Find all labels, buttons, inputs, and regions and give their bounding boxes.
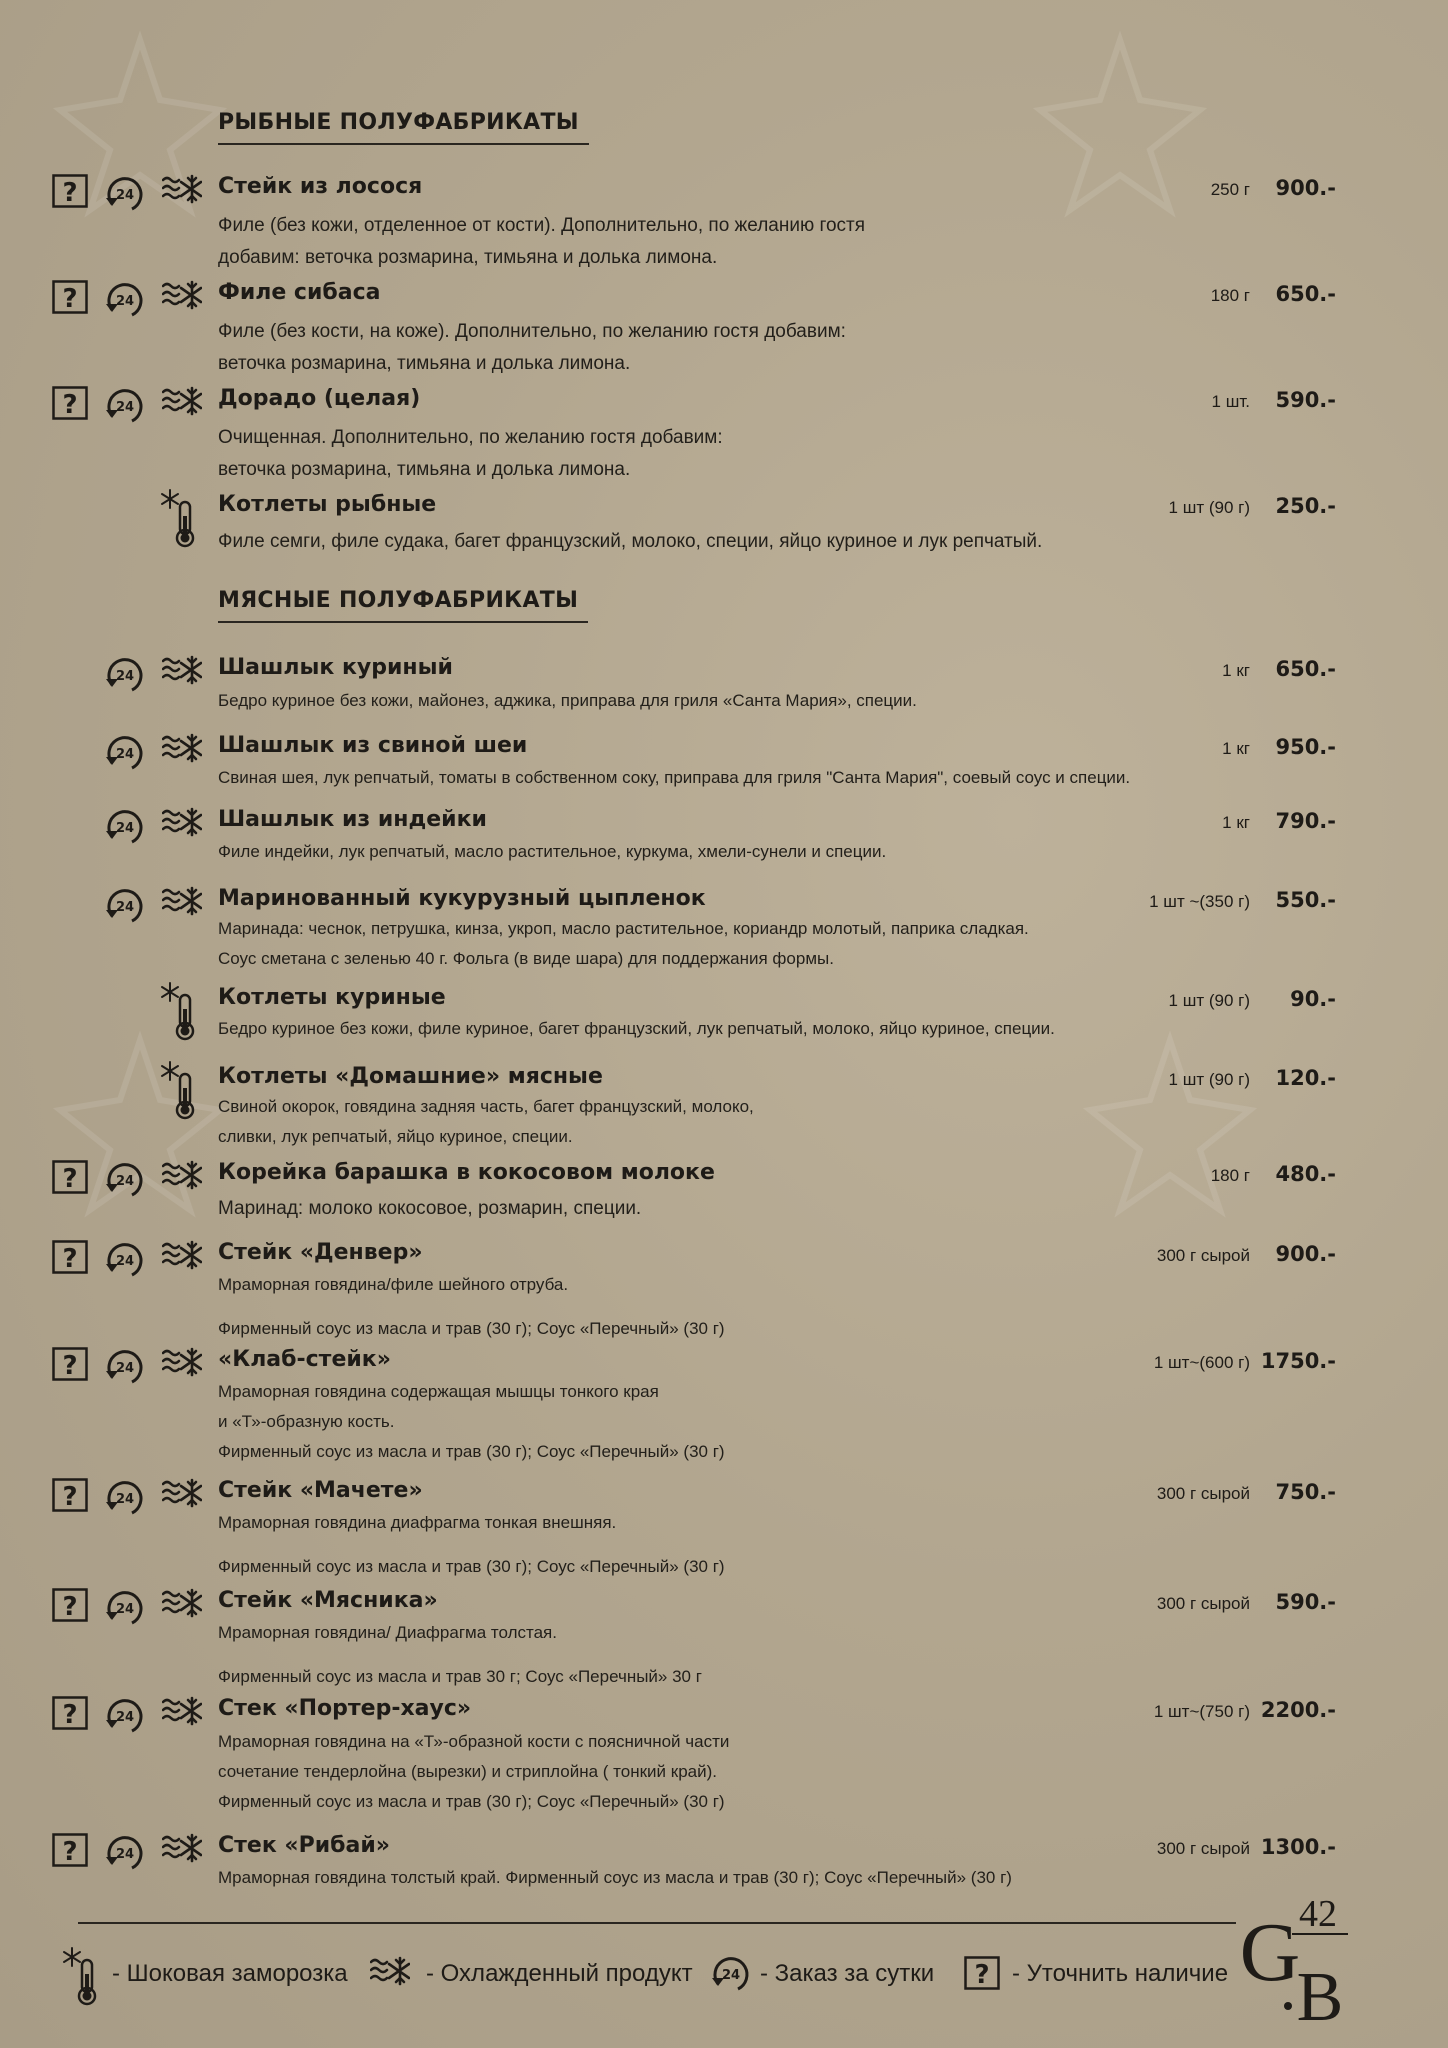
order-24h-icon <box>104 386 146 426</box>
item-weight: 1 шт (90 г) <box>1168 991 1250 1010</box>
order-24h-icon <box>104 886 146 926</box>
svg-text:?: ? <box>62 178 78 208</box>
chilled-icon <box>162 807 202 837</box>
item-description: Мраморная говядина толстый край. Фирменный соус из масла и трав (30 г); Соус «Перечный» (30 г) <box>218 1868 1012 1887</box>
item-price: 480.- <box>1275 1162 1336 1186</box>
menu-item <box>0 1240 1448 1338</box>
shock-freeze-icon <box>160 1060 200 1122</box>
order-24h-icon <box>104 807 146 847</box>
question-icon <box>52 1240 88 1274</box>
item-name: Филе сибаса <box>218 280 381 305</box>
chilled-icon <box>370 1956 410 1986</box>
svg-text:?: ? <box>62 1482 78 1512</box>
item-description: Филе (без кости, на коже). Дополнительно, по желанию гостя добавим: <box>218 321 846 342</box>
menu-item <box>0 386 1448 480</box>
item-description: Филе индейки, лук репчатый, масло растительное, куркума, хмели-сунели и специи. <box>218 842 887 861</box>
order-24h-icon <box>104 1833 146 1873</box>
question-icon <box>52 1833 88 1867</box>
item-weight: 1 шт (90 г) <box>1168 498 1250 517</box>
item-description: Фирменный соус из масла и трав (30 г); Соус «Перечный» (30 г) <box>218 1319 725 1338</box>
menu-item <box>0 492 1448 552</box>
item-weight: 1 кг <box>1222 739 1250 758</box>
svg-text:?: ? <box>62 1837 78 1867</box>
section-meat <box>218 588 588 623</box>
item-weight: 1 кг <box>1222 661 1250 680</box>
menu-item <box>0 1064 1448 1146</box>
order-24h-icon <box>104 1478 146 1518</box>
item-description: Филе (без кожи, отделенное от кости). Дополнительно, по желанию гостя <box>218 215 866 236</box>
svg-text:24: 24 <box>115 821 135 836</box>
item-name: Стейк «Мясника» <box>218 1588 438 1613</box>
menu-item <box>0 1478 1448 1576</box>
chilled-icon <box>162 280 202 310</box>
item-price: 550.- <box>1275 888 1336 912</box>
item-description: Маринада: чеснок, петрушка, кинза, укроп, масло растительное, кориандр молотый, паприка сладкая. <box>218 919 1029 938</box>
svg-text:24: 24 <box>115 400 135 415</box>
item-name: Стейк «Денвер» <box>218 1240 423 1265</box>
item-description: добавим: веточка розмарина, тимьяна и долька лимона. <box>218 247 718 268</box>
item-price: 900.- <box>1275 1242 1336 1266</box>
svg-text:?: ? <box>62 1700 78 1730</box>
svg-text:?: ? <box>62 1164 78 1194</box>
chilled-icon <box>162 1240 202 1270</box>
item-name: Котлеты «Домашние» мясные <box>218 1064 603 1089</box>
item-name: Котлеты рыбные <box>218 492 437 517</box>
item-weight: 1 шт~(600 г) <box>1153 1353 1250 1372</box>
item-name: «Клаб-стейк» <box>218 1347 391 1372</box>
item-description: Маринад: молоко кокосовое, розмарин, специи. <box>218 1198 642 1219</box>
order-24h-icon <box>710 1954 752 1994</box>
item-name: Стек «Рибай» <box>218 1833 390 1858</box>
item-description: Очищенная. Дополнительно, по желанию гостя добавим: <box>218 427 723 448</box>
item-weight: 1 шт. <box>1211 392 1250 411</box>
item-weight: 180 г <box>1210 1166 1250 1185</box>
order-24h-icon <box>104 1240 146 1280</box>
svg-text:24: 24 <box>115 669 135 684</box>
svg-text:24: 24 <box>115 900 135 915</box>
chilled-icon <box>162 1160 202 1190</box>
order-24h-icon <box>104 174 146 214</box>
section-title: МЯСНЫЕ ПОЛУФАБРИКАТЫ <box>218 588 588 623</box>
question-icon <box>52 1588 88 1622</box>
item-price: 900.- <box>1275 176 1336 200</box>
item-price: 2200.- <box>1260 1698 1336 1722</box>
item-price: 90.- <box>1290 987 1336 1011</box>
svg-text:?: ? <box>62 390 78 420</box>
menu-item <box>0 280 1448 374</box>
item-weight: 300 г сырой <box>1156 1246 1250 1265</box>
legend-label: - Уточнить наличие <box>1012 1960 1229 1987</box>
order-24h-icon <box>104 1588 146 1628</box>
item-name: Стейк из лосося <box>218 174 423 199</box>
shock-freeze-icon <box>160 981 200 1043</box>
chilled-icon <box>162 174 202 204</box>
item-weight: 1 шт ~(350 г) <box>1149 892 1250 911</box>
chilled-icon <box>162 1347 202 1377</box>
item-description: Мраморная говядина содержащая мышцы тонкого края <box>218 1382 659 1401</box>
question-icon <box>52 1696 88 1730</box>
chilled-icon <box>162 655 202 685</box>
menu-item <box>0 174 1448 268</box>
chilled-icon <box>162 1696 202 1726</box>
item-price: 590.- <box>1275 388 1336 412</box>
item-description: Мраморная говядина/филе шейного отруба. <box>218 1275 569 1294</box>
legend-label: - Заказ за сутки <box>760 1960 935 1987</box>
logo-letter-b: B <box>1296 1959 1344 2030</box>
item-description: Фирменный соус из масла и трав 30 г; Соус «Перечный» 30 г <box>218 1667 702 1686</box>
svg-text:24: 24 <box>721 1968 741 1983</box>
menu-item <box>0 886 1448 968</box>
logo-letter-g: G <box>1239 1906 1301 1999</box>
section-fish <box>218 110 589 145</box>
svg-text:24: 24 <box>115 294 135 309</box>
question-icon <box>52 1160 88 1194</box>
item-description: Свиная шея, лук репчатый, томаты в собственном соку, приправа для гриля "Санта Мария", соевый соус и специи. <box>218 768 1131 787</box>
item-description: сливки, лук репчатый, яйцо куриное, специи. <box>218 1127 573 1146</box>
item-weight: 1 кг <box>1222 813 1250 832</box>
item-name: Стейк «Мачете» <box>218 1478 423 1503</box>
svg-text:?: ? <box>974 1960 990 1990</box>
item-name: Маринованный кукурузный цыпленок <box>218 886 706 911</box>
svg-text:24: 24 <box>115 1847 135 1862</box>
chilled-icon <box>162 386 202 416</box>
item-weight: 250 г <box>1210 180 1250 199</box>
order-24h-icon <box>104 655 146 695</box>
question-icon <box>52 386 88 420</box>
svg-text:24: 24 <box>115 1710 135 1725</box>
item-description: Фирменный соус из масла и трав (30 г); Соус «Перечный» (30 г) <box>218 1792 725 1811</box>
item-description: Мраморная говядина на «Т»-образной кости с поясничной части <box>218 1732 730 1751</box>
item-description: веточка розмарина, тимьяна и долька лимона. <box>218 353 631 374</box>
svg-text:24: 24 <box>115 747 135 762</box>
svg-text:?: ? <box>62 1244 78 1274</box>
chilled-icon <box>162 1588 202 1618</box>
item-price: 650.- <box>1275 657 1336 681</box>
order-24h-icon <box>104 1347 146 1387</box>
order-24h-icon <box>104 1160 146 1200</box>
chilled-icon <box>162 1833 202 1863</box>
question-icon <box>52 1478 88 1512</box>
item-description: Свиной окорок, говядина задняя часть, багет французский, молоко, <box>218 1097 754 1116</box>
item-description: Филе семги, филе судака, багет французский, молоко, специи, яйцо куриное и лук репчатый. <box>218 531 1043 552</box>
item-name: Шашлык куриный <box>218 655 453 680</box>
question-icon <box>52 174 88 208</box>
footer-divider <box>78 1922 1236 1924</box>
svg-text:24: 24 <box>115 188 135 203</box>
item-description: веточка розмарина, тимьяна и долька лимона. <box>218 459 631 480</box>
section-title: РЫБНЫЕ ПОЛУФАБРИКАТЫ <box>218 110 589 145</box>
menu-item <box>0 733 1448 787</box>
item-name: Шашлык из индейки <box>218 807 487 832</box>
item-description: Соус сметана с зеленью 40 г. Фольга (в виде шара) для поддержания формы. <box>218 949 834 968</box>
item-description: Мраморная говядина диафрагма тонкая внешняя. <box>218 1513 617 1532</box>
item-price: 590.- <box>1275 1590 1336 1614</box>
question-icon <box>52 280 88 314</box>
item-price: 650.- <box>1275 282 1336 306</box>
item-weight: 1 шт~(750 г) <box>1153 1702 1250 1721</box>
svg-text:24: 24 <box>115 1602 135 1617</box>
shock-freeze-icon <box>160 488 200 550</box>
item-weight: 300 г сырой <box>1156 1839 1250 1858</box>
menu-item <box>0 1347 1448 1461</box>
svg-text:?: ? <box>62 284 78 314</box>
svg-text:24: 24 <box>115 1254 135 1269</box>
legend-label: - Охлажденный продукт <box>426 1960 693 1987</box>
item-description: и «Т»-образную кость. <box>218 1412 395 1431</box>
question-icon <box>52 1347 88 1381</box>
item-description: Бедро куриное без кожи, филе куриное, багет французский, лук репчатый, молоко, яйцо куриное, специи. <box>218 1019 1055 1038</box>
item-price: 120.- <box>1275 1066 1336 1090</box>
menu-item <box>0 807 1448 861</box>
menu-item <box>0 1588 1448 1686</box>
item-description: сочетание тендерлойна (вырезки) и стриплойна ( тонкий край). <box>218 1762 717 1781</box>
item-name: Котлеты куриные <box>218 985 446 1010</box>
item-weight: 180 г <box>1210 286 1250 305</box>
item-description: Мраморная говядина/ Диафрагма толстая. <box>218 1623 557 1642</box>
item-name: Шашлык из свиной шеи <box>218 733 528 758</box>
item-weight: 300 г сырой <box>1156 1484 1250 1503</box>
item-price: 1300.- <box>1260 1835 1336 1859</box>
svg-text:?: ? <box>62 1351 78 1381</box>
item-name: Корейка барашка в кокосовом молоке <box>218 1160 715 1185</box>
svg-text:24: 24 <box>115 1492 135 1507</box>
item-weight: 1 шт (90 г) <box>1168 1070 1250 1089</box>
chilled-icon <box>162 886 202 916</box>
item-weight: 300 г сырой <box>1156 1594 1250 1613</box>
item-price: 950.- <box>1275 735 1336 759</box>
chilled-icon <box>162 1478 202 1508</box>
item-name: Дорадо (целая) <box>218 386 421 411</box>
item-description: Бедро куриное без кожи, майонез, аджика, приправа для гриля «Санта Мария», специи. <box>218 691 917 710</box>
item-description: Фирменный соус из масла и трав (30 г); Соус «Перечный» (30 г) <box>218 1442 725 1461</box>
order-24h-icon <box>104 1696 146 1736</box>
legend-label: - Шоковая заморозка <box>112 1960 348 1987</box>
menu-item <box>0 655 1448 710</box>
menu-item <box>0 985 1448 1038</box>
item-price: 790.- <box>1275 809 1336 833</box>
chilled-icon <box>162 733 202 763</box>
svg-text:?: ? <box>62 1592 78 1622</box>
item-name: Стек «Портер-хаус» <box>218 1696 472 1721</box>
order-24h-icon <box>104 280 146 320</box>
order-24h-icon <box>104 733 146 773</box>
menu-item <box>0 1833 1448 1887</box>
svg-text:24: 24 <box>115 1174 135 1189</box>
menu-item <box>0 1696 1448 1811</box>
logo <box>1236 1880 1366 2030</box>
item-price: 1750.- <box>1260 1349 1336 1373</box>
shock-freeze-icon <box>62 1946 102 2008</box>
item-description: Фирменный соус из масла и трав (30 г); Соус «Перечный» (30 г) <box>218 1557 725 1576</box>
item-price: 750.- <box>1275 1480 1336 1504</box>
svg-text:24: 24 <box>115 1361 135 1376</box>
item-price: 250.- <box>1275 494 1336 518</box>
logo-number: 42 <box>1299 1893 1337 1935</box>
menu-item <box>0 1160 1448 1219</box>
question-icon <box>964 1956 1000 1990</box>
